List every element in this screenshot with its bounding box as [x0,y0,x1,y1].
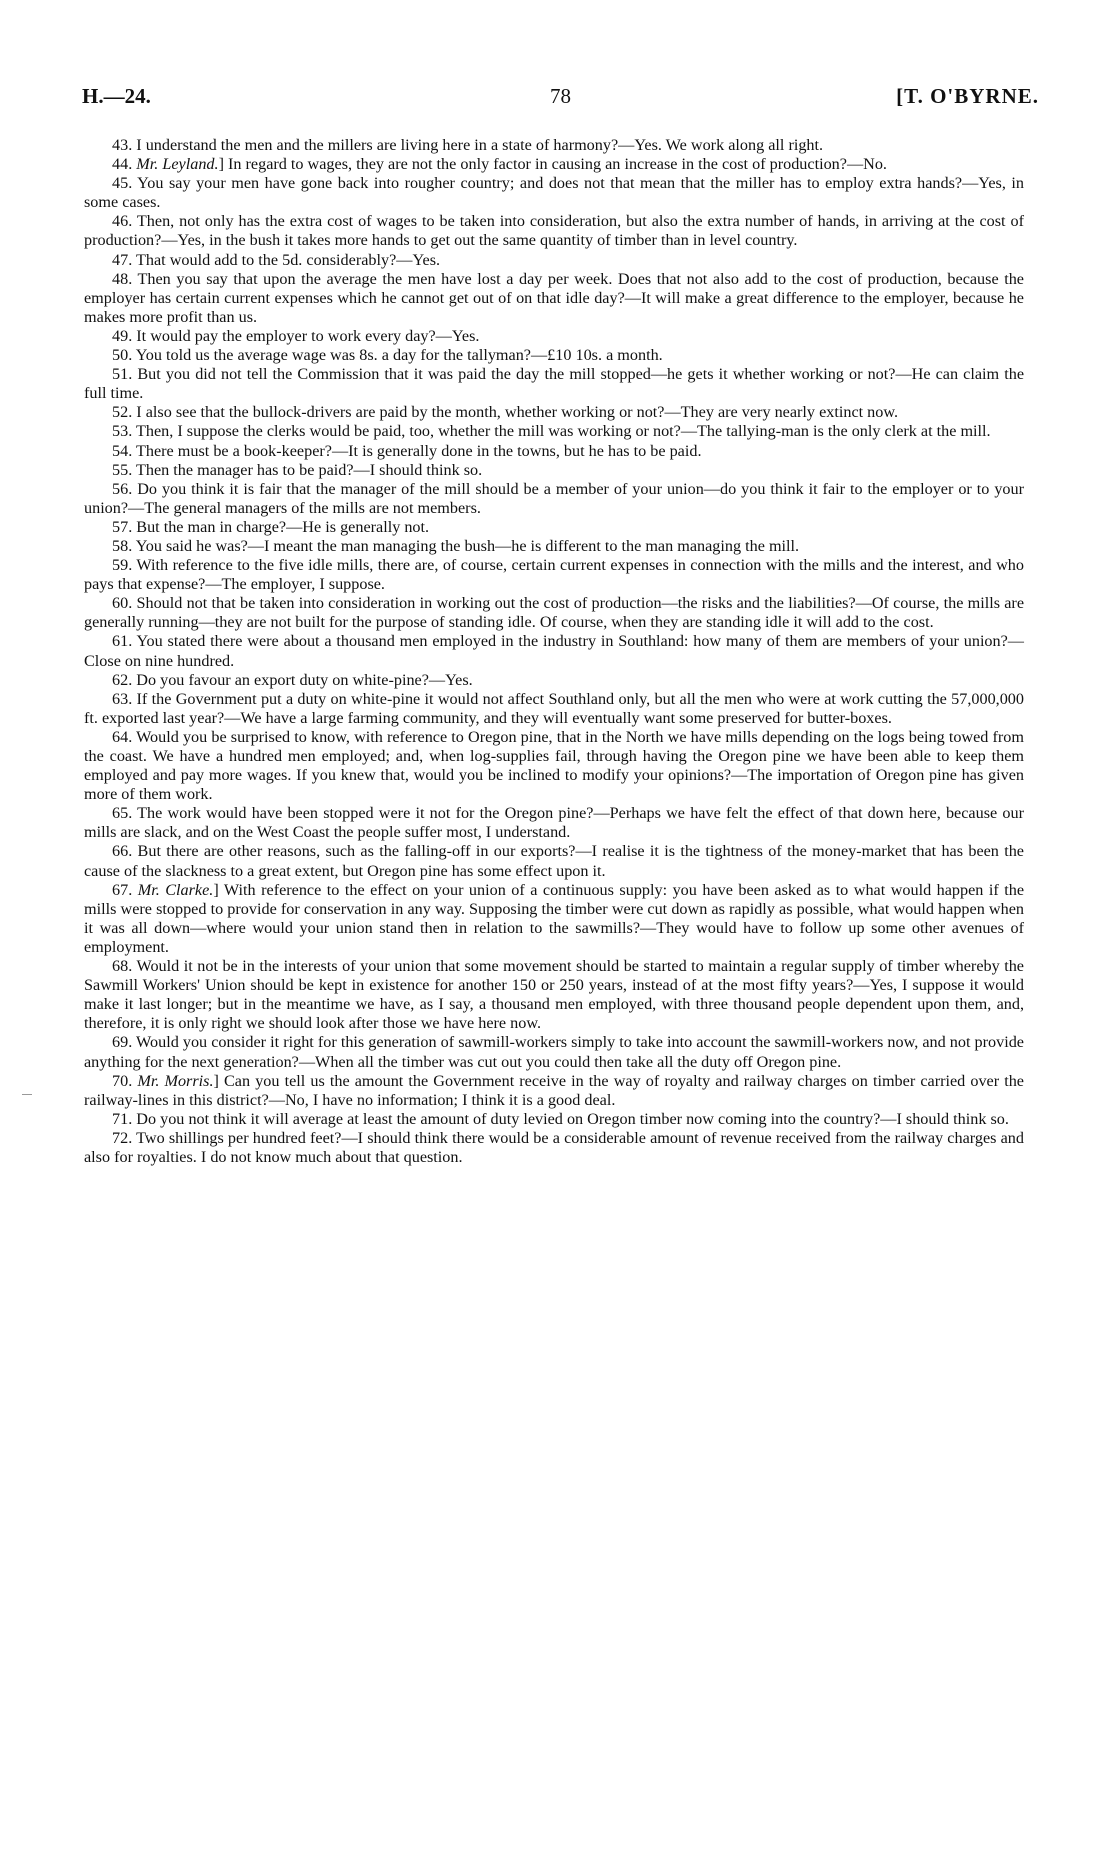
question-paragraph [84,728,1024,804]
question-text: You stated there were about a thousand men employed in the industry in Southland: how many of them are members of your union?—Close on nine hundred. [84,632,1024,670]
question-paragraph [84,212,1024,250]
question-number: 51. [112,365,133,384]
question-paragraph [84,1110,1024,1129]
question-text: Should not that be taken into consideration in working out the cost of production—the risks and the liabilities?—Of course, the mills are generally running—they are not built for the purpose of standing idle. Of course, when they are standing idle it will add to the cost. [84,594,1025,632]
question-number: 44. [112,155,133,174]
question-number: 57. [112,517,133,536]
question-paragraph [84,1129,1024,1167]
question-text: Do you favour an export duty on white-pine?—Yes. [136,670,473,689]
question-paragraph [84,461,1024,480]
question-number: 70. [112,1071,133,1090]
question-number: 55. [112,460,133,479]
question-text: But there are other reasons, such as the falling-off in our exports?—I realise it is the tightness of the money-market that has been the cause of the slackness to a great extent, but Oregon pine has some effect upon it. [84,842,1024,880]
question-paragraph [84,174,1024,212]
question-text: You said he was?—I meant the man managing the bush—he is different to the man managing the mill. [135,536,800,555]
question-number: 46. [112,212,133,231]
question-number: 65. [112,804,133,823]
question-text: There must be a book-keeper?—It is generally done in the towns, but he has to be paid. [136,441,702,460]
question-number: 67. [112,880,133,899]
question-number: 60. [112,594,133,613]
document-reference: H.—24. [82,84,151,108]
question-text: You say your men have gone back into rougher country; and does not that mean that the miller has to employ extra hands?—Yes, in some cases. [84,174,1024,212]
question-paragraph [84,957,1024,1033]
question-number: 56. [112,479,133,498]
question-paragraph [84,480,1024,518]
question-number: 49. [112,326,133,345]
question-text: It would pay the employer to work every day?—Yes. [136,326,480,345]
question-paragraph [84,556,1024,594]
question-number: 59. [112,556,133,575]
question-number: 72. [112,1128,133,1147]
question-text: Then, not only has the extra cost of wages to be taken into consideration, but also the extra number of hands, in arriving at the cost of production?—Yes, in the bush it takes more hands to get out the same quantity of timber than in level country. [84,212,1024,250]
question-paragraph [84,442,1024,461]
question-number: 71. [112,1109,133,1128]
question-text: The work would have been stopped were it not for the Oregon pine?—Perhaps we have felt the effect of that down here, because our mills are slack, and on the West Coast the people suffer most, I understand. [84,804,1024,842]
question-text: Then, I suppose the clerks would be paid, too, whether the mill was working or not?—The tallying-man is the only clerk at the mill. [136,422,991,441]
question-paragraph [84,251,1024,270]
speaker-name: Mr. Leyland. [136,155,219,174]
question-text: Do you think it is fair that the manager of the mill should be a member of your union—do you think it fair to the employer or to your union?—The general managers of the mills are not members. [84,479,1024,517]
question-number: 53. [112,422,133,441]
question-number: 45. [112,174,133,193]
question-text: But the man in charge?—He is generally not. [136,517,430,536]
question-text: Then you say that upon the average the men have lost a day per week. Does that not also add to the cost of production, because the employer has certain current expenses which he cannot get out of on that idle day?—It will make a great difference to the employer, because he makes more profit than us. [84,269,1024,326]
question-paragraph [84,327,1024,346]
question-text: I understand the men and the millers are living here in a state of harmony?—Yes. We work along all right. [136,136,824,154]
question-text: If the Government put a duty on white-pine it would not affect Southland only, but all the men who were at work cutting the 57,000,000 ft. exported last year?—We have a large farming community, and they will eventually want some preserved for butter-boxes. [84,689,1024,727]
question-text: Two shillings per hundred feet?—I should think there would be a considerable amount of revenue received from the railway charges and also for royalties. I do not know much about that question. [84,1128,1024,1166]
question-paragraph [84,1033,1024,1071]
question-number: 47. [112,250,133,269]
question-text: You told us the average wage was 8s. a day for the tallyman?—£10 10s. a month. [135,346,663,365]
page-number: 78 [550,84,571,108]
question-number: 61. [112,632,133,651]
question-paragraph [84,518,1024,537]
question-number: 68. [112,957,133,976]
question-text: ] With reference to the effect on your union of a continuous supply: you have been asked as to what would happen if the mills were stopped to provide for conservation in any way. Supposing the timber were cut down as rapidly as possible, what would happen when it was all down—where would your union stand then in relation to the sawmills?—They would have to follow up some other avenues of employment. [84,880,1025,956]
question-text: ] Can you tell us the amount the Government receive in the way of royalty and railway charges on timber carried over the railway-lines in this district?—No, I have no information; I think it is a good deal. [84,1071,1024,1109]
question-number: 48. [112,269,133,288]
question-paragraph [84,632,1024,670]
question-paragraph [84,422,1024,441]
speaker-name: Mr. Clarke. [137,880,214,899]
question-number: 43. [112,136,133,154]
question-number: 66. [112,842,133,861]
question-number: 50. [112,346,133,365]
question-paragraph [84,594,1024,632]
question-text: I also see that the bullock-drivers are paid by the month, whether working or not?—They are very nearly extinct now. [136,403,899,422]
question-paragraph [84,537,1024,556]
question-number: 69. [112,1033,133,1052]
question-text: But you did not tell the Commission that it was paid the day the mill stopped—he gets it whether working or not?—He can claim the full time. [84,365,1025,403]
question-text: With reference to the five idle mills, there are, of course, certain current expenses in connection with the mills and the interest, and who pays that expense?—The employer, I suppose. [84,556,1024,594]
question-paragraph [84,1072,1024,1110]
question-paragraph [84,346,1024,365]
question-number: 64. [112,727,133,746]
question-paragraph [84,842,1024,880]
question-paragraph [84,804,1024,842]
question-text: Do you not think it will average at least the amount of duty levied on Oregon timber now coming into the country?—I should think so. [136,1109,1009,1128]
question-paragraph [84,365,1024,403]
speaker-name: Mr. Morris. [137,1071,214,1090]
question-paragraph [84,690,1024,728]
question-number: 52. [112,403,133,422]
page-header [82,84,1039,114]
question-number: 62. [112,670,133,689]
question-text: Would you be surprised to know, with reference to Oregon pine, that in the North we have mills depending on the logs being towed from the coast. We have a hundred men employed; and, when log-supplies fail, through having the Oregon pine we have been able to keep them employed and pay more wages. If you knew that, would you be inclined to modify your opinions?—The importation of Oregon pine has given more of them work. [84,727,1024,804]
question-text: Would you consider it right for this generation of sawmill-workers simply to take into account the sawmill-workers now, and not provide anything for the next generation?—When all the timber was cut out you could then take all the duty off Oregon pine. [84,1033,1024,1071]
question-paragraph [84,136,1024,155]
question-paragraph [84,881,1024,957]
question-text: That would add to the 5d. considerably?—Yes. [136,250,441,269]
question-paragraph [84,403,1024,422]
question-number: 63. [112,689,133,708]
question-paragraph [84,155,1024,174]
question-paragraph [84,671,1024,690]
transcript-body [84,136,1024,1167]
question-text: ] In regard to wages, they are not the only factor in causing an increase in the cost of production?—No. [218,155,887,174]
question-number: 54. [112,441,133,460]
question-number: 58. [112,536,133,555]
witness-name: [T. O'BYRNE. [896,84,1039,108]
question-text: Then the manager has to be paid?—I should think so. [136,460,483,479]
margin-mark [22,1094,32,1095]
question-paragraph [84,270,1024,327]
question-text: Would it not be in the interests of your union that some movement should be started to maintain a regular supply of timber whereby the Sawmill Workers' Union should be kept in existence for another 150 or 250 years, instead of at the most fifty years?—Yes, I suppose it would make it last longer; but in the meantime we have, as I say, a thousand men employed, with three thousand people dependent upon them, and, therefore, it is only right we should look after those we have here now. [84,957,1024,1033]
